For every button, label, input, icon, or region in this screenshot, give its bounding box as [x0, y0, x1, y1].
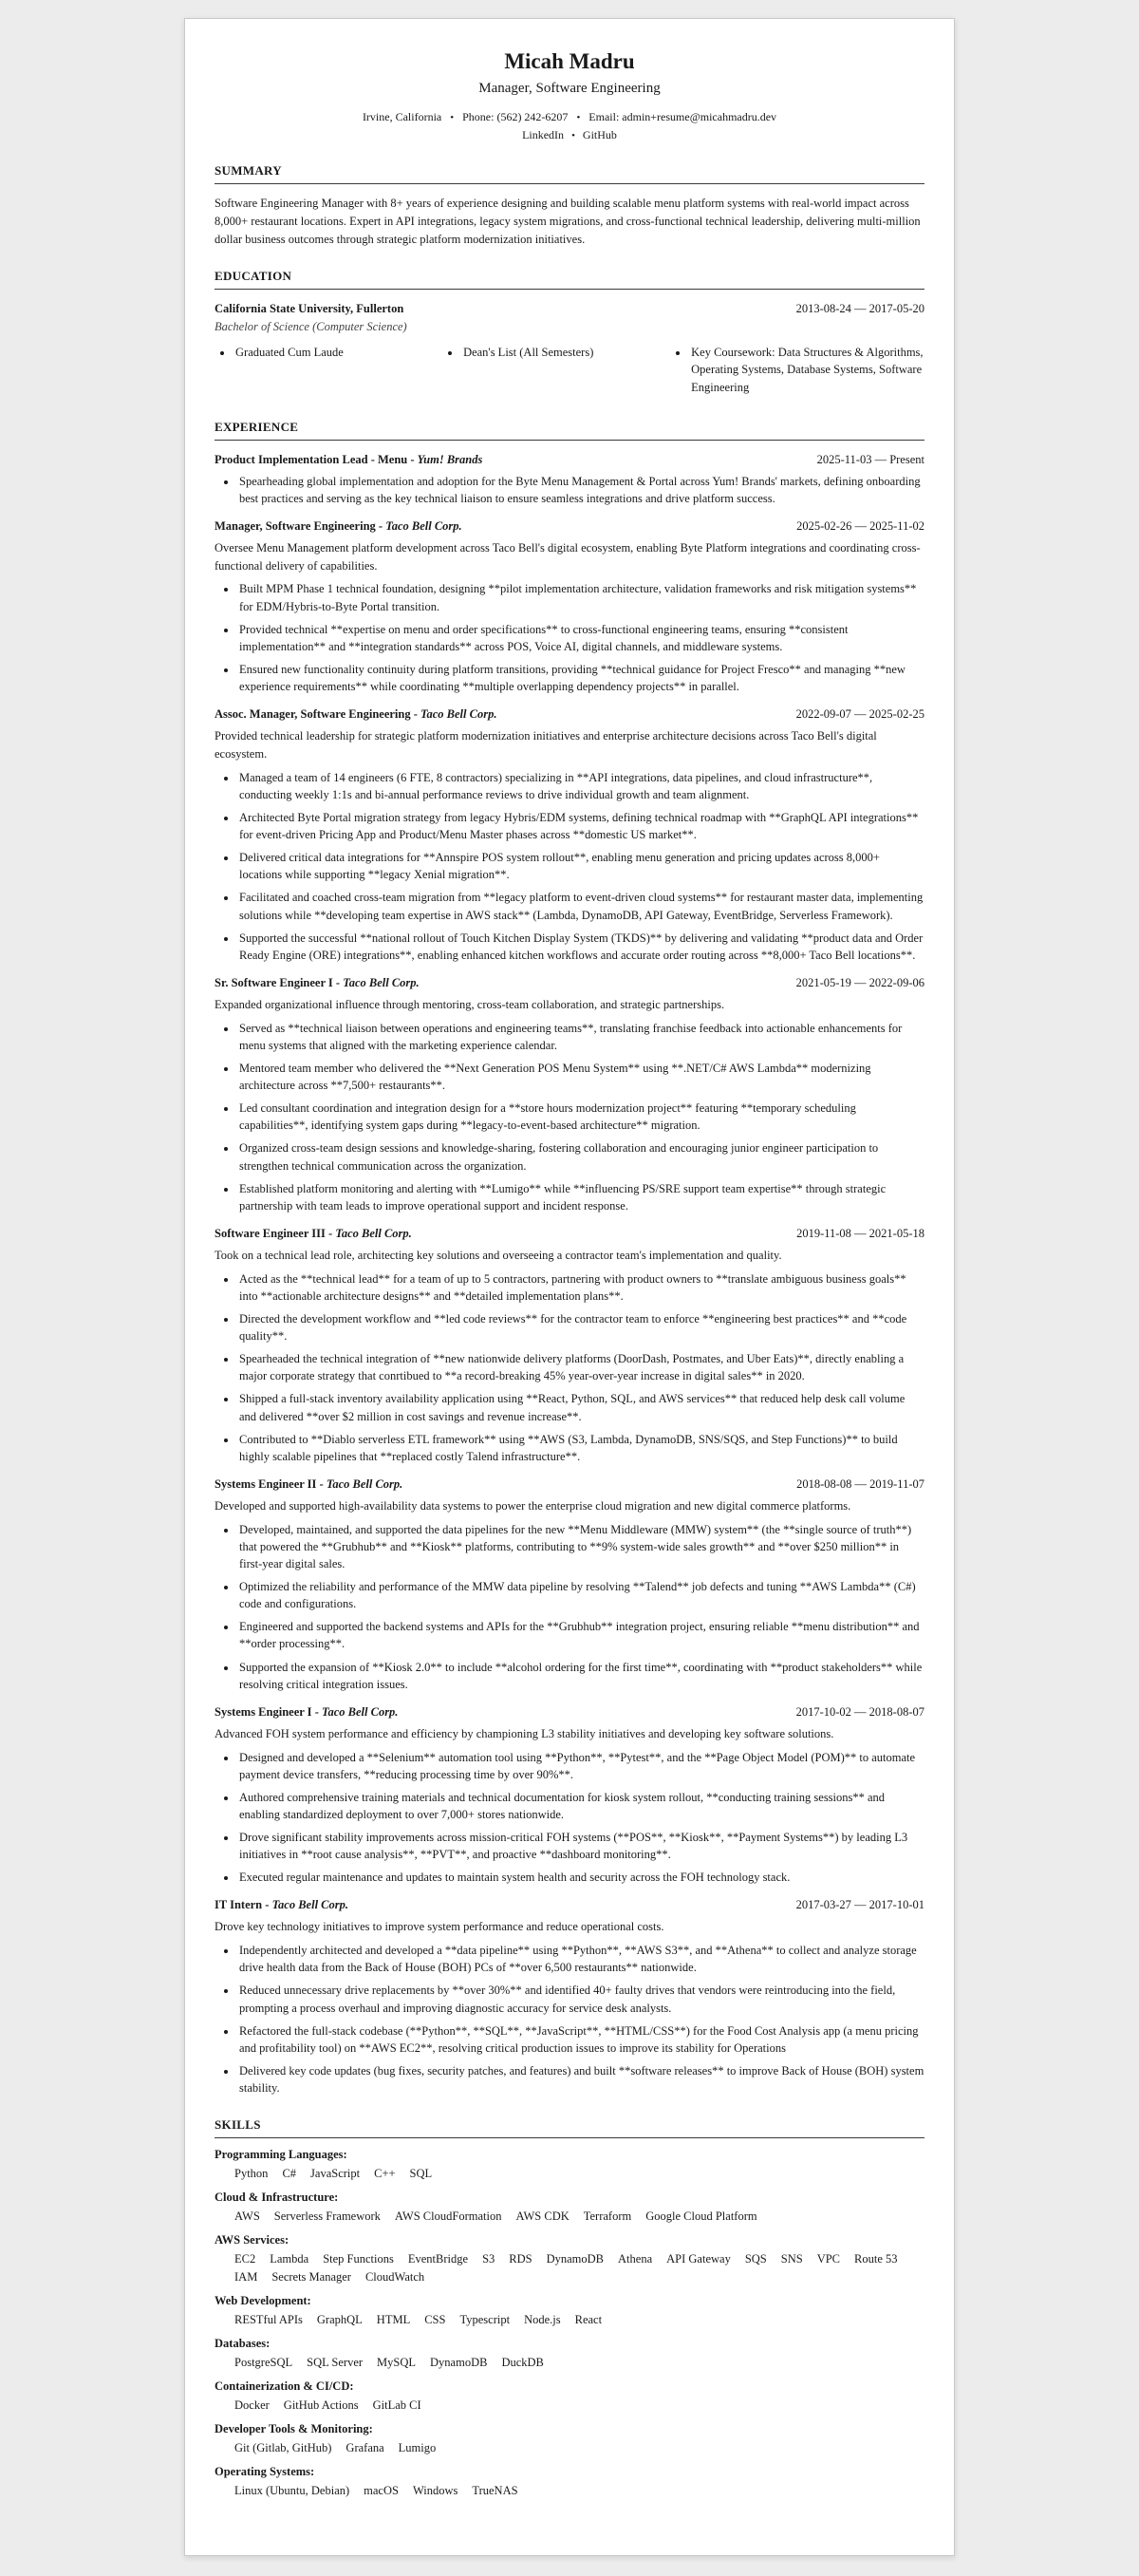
job-entry [215, 453, 924, 507]
job-title: Manager, Software Engineering [215, 518, 376, 533]
skill-item: C++ [374, 2167, 396, 2181]
skill-items [215, 2398, 924, 2413]
job-bullet: • Delivered critical data integrations for **Annspire POS system rollout**, enabling menu generation and pricing updates across 8,000+ locations while supporting **legacy Xenial migration**. [237, 849, 924, 883]
job-dates: 2017-10-02 — 2018-08-07 [795, 1704, 924, 1719]
job-summary: Oversee Menu Management platform development across Taco Bell's digital ecosystem, enabling Byte Platform integrations and coordinating cross-functional delivery of capabilities. [215, 540, 921, 573]
contact-email: Email: admin+resume@micahmadru.dev [588, 110, 777, 123]
skill-item: EC2 [234, 2252, 256, 2266]
job-bullet: • Optimized the reliability and performance of the MMW data pipeline by resolving **Talend** job defects and tuning **AWS Lambda** (C#) code and configurations. [237, 1578, 924, 1612]
title-separator: - [410, 707, 421, 722]
job-bullets [215, 473, 924, 507]
job-company: Taco Bell Corp. [271, 1898, 349, 1912]
job-bullet: • Designed and developed a **Selenium** automation tool using **Python**, **Pytest**, and the **Page Object Model (POM)** to automate payment device transfers, **reducing processing time by over 90%**. [237, 1749, 924, 1783]
skill-item: SQL Server [307, 2356, 364, 2370]
job-company: Taco Bell Corp. [335, 1226, 412, 1240]
education-bullet: • Key Coursework: Data Structures & Algorithms, Operating Systems, Database Systems, Software Engineering [689, 344, 924, 395]
job-bullet: • Reduced unnecessary drive replacements by **over 30%** and identified 40+ faulty drives that vendors were reintroducing into the field, prompting a process overhaul and improving diagnostic accuracy for service desk analysts. [237, 1982, 924, 2016]
job-dates: 2025-02-26 — 2025-11-02 [796, 518, 924, 533]
skill-item: DynamoDB [546, 2252, 605, 2266]
job-bullet: • Engineered and supported the backend systems and APIs for the **Grubhub** integration project, ensuring reliable **menu distribution** and **order processing**. [237, 1618, 924, 1652]
job-bullet: • Managed a team of 14 engineers (6 FTE, 8 contractors) specializing in **API integrations, data pipelines, and cloud infrastructure**, conducting weekly 1:1s and bi-annual performance reviews to drive individual growth and team alignment. [237, 769, 924, 803]
job-bullet: • Architected Byte Portal migration strategy from legacy Hybris/EDM systems, defining technical roadmap with **GraphQL API integrations** for event-driven Pricing App and Product/Menu Master phases across **domestic US market**. [237, 809, 924, 843]
job-title-line [215, 1227, 412, 1241]
job-bullet: • Independently architected and developed a **data pipeline** using **Python**, **AWS S3**, and **Athena** to collect and analyze storage drive health data from the Back of House (BOH) PCs of **over 6,500 restaurants** nationwide. [237, 1942, 924, 1976]
job-bullet: • Refactored the full-stack codebase (**Python**, **SQL**, **JavaScript**, **HTML/CSS**) for the Food Cost Analysis app (a menu pricing and profitability tool) on **AWS EC2**, resolving critical production issues to improve its stability for Operations [237, 2022, 924, 2057]
job-header [215, 1898, 924, 1912]
job-bullet: • Developed, maintained, and supported the data pipelines for the new **Menu Middleware (MMW) system** (the **single source of truth**) that powered the **Grubhub** and **Kiosk** platforms, contributing to **9% system-wide sales growth** and **over $250 million** in first-year digital sales. [237, 1521, 924, 1572]
skill-category-label: Web Development: [215, 2294, 311, 2308]
job-bullets [215, 1749, 924, 1887]
skill-category [215, 2379, 924, 2413]
job-company: Taco Bell Corp. [321, 1704, 399, 1719]
skill-item: MySQL [377, 2356, 417, 2370]
job-title: IT Intern [215, 1898, 263, 1912]
separator-dot: • [450, 112, 455, 123]
job-entry [215, 1477, 924, 1693]
skill-items [215, 2313, 924, 2327]
skill-item: CSS [424, 2313, 446, 2327]
skill-item: IAM [234, 2270, 258, 2285]
education-degree: Bachelor of Science (Computer Science) [215, 320, 407, 334]
skill-category-label: Databases: [215, 2337, 271, 2351]
job-header [215, 1227, 924, 1241]
title-separator: - [407, 452, 418, 466]
section-title-education: EDUCATION [215, 269, 924, 290]
job-bullet: • Provided technical **expertise on menu and order specifications** to cross-functional engineering teams, ensuring **consistent implementation** and **integration standards** across POS, Voice AI, digital channels, and middleware systems. [237, 621, 924, 655]
title-separator: - [325, 1226, 336, 1240]
skill-item: JavaScript [310, 2167, 361, 2181]
job-title-line [215, 707, 496, 722]
skill-item: Athena [618, 2252, 653, 2266]
job-header [215, 707, 924, 722]
skill-category-label: Cloud & Infrastructure: [215, 2191, 339, 2205]
job-bullet: • Served as **technical liaison between operations and engineering teams**, translating franchise feedback into actionable enhancements for menu systems that aligned with the marketing experience calendar. [237, 1020, 924, 1054]
job-header [215, 453, 924, 467]
title-separator: - [311, 1704, 322, 1719]
job-company: Taco Bell Corp. [385, 518, 462, 533]
job-entry [215, 1898, 924, 2097]
skill-item: C# [282, 2167, 297, 2181]
skill-item: S3 [482, 2252, 495, 2266]
skill-item: Secrets Manager [271, 2270, 351, 2285]
job-entry [215, 1227, 924, 1465]
github-link[interactable]: GitHub [582, 128, 617, 141]
education-bullets [215, 344, 924, 398]
skill-item: DuckDB [501, 2356, 544, 2370]
skill-item: Node.js [524, 2313, 561, 2327]
title-separator: - [375, 518, 386, 533]
contact-phone: Phone: (562) 242-6207 [462, 110, 569, 123]
education-dates: 2013-08-24 — 2017-05-20 [795, 302, 924, 316]
job-bullet: • Established platform monitoring and alerting with **Lumigo** while **influencing PS/SRE support team expertise** through strategic partnership with team leads to improve operational support and incident response. [237, 1180, 924, 1214]
skill-category-label: Programming Languages: [215, 2148, 347, 2162]
linkedin-link[interactable]: LinkedIn [522, 128, 565, 141]
skill-item: RDS [509, 2252, 532, 2266]
job-title-line [215, 976, 420, 990]
job-title: Software Engineer III [215, 1226, 326, 1240]
links-line [215, 128, 924, 142]
job-summary: Drove key technology initiatives to improve system performance and reduce operational costs. [215, 1920, 664, 1934]
job-dates: 2018-08-08 — 2019-11-07 [796, 1476, 924, 1491]
job-title: Product Implementation Lead - Menu [215, 452, 408, 466]
job-entry [215, 707, 924, 964]
summary-text: Software Engineering Manager with 8+ years of experience designing and building scalable menu platform systems with real-world impact across 8,000+ restaurant locations. Expert in API integrations, legacy system migrations, and cross-functional technical leadership, delivering multi-million dollar business outcomes through strategic platform modernization initiatives. [215, 197, 921, 246]
job-title-line [215, 1477, 402, 1492]
title-separator: - [316, 1476, 327, 1491]
job-bullet: • Executed regular maintenance and updates to maintain system health and security across the FOH technology stack. [237, 1869, 924, 1886]
skill-item: React [574, 2313, 603, 2327]
skill-item: SQL [409, 2167, 433, 2181]
skill-items [215, 2209, 924, 2224]
skill-item: Linux (Ubuntu, Debian) [234, 2484, 350, 2498]
job-summary: Advanced FOH system performance and efficiency by championing L3 stability initiatives and developing key software solutions. [215, 1726, 834, 1740]
job-dates: 2021-05-19 — 2022-09-06 [795, 975, 924, 989]
skill-item: Python [234, 2167, 269, 2181]
skill-category [215, 2191, 924, 2224]
job-entry [215, 519, 924, 695]
job-bullet: • Delivered key code updates (bug fixes, security patches, and features) and built **software releases** to improve Back of House (BOH) system stability. [237, 2062, 924, 2097]
job-bullet: • Drove significant stability improvements across mission-critical FOH systems (**POS**, **Kiosk**, **Payment Systems**) by leading L3 initiatives in **root cause analysis**, **PVT**, and proactive **dashboard monitoring**. [237, 1829, 924, 1863]
job-bullet: • Mentored team member who delivered the **Next Generation POS Menu System** using **.NET/C# AWS Lambda** modernizing architecture across **7,500+ restaurants**. [237, 1060, 924, 1094]
job-header [215, 1705, 924, 1720]
job-bullet: • Organized cross-team design sessions and knowledge-sharing, fostering collaboration and encouraging junior engineer participation to strengthen technical communication across the organization. [237, 1139, 924, 1174]
skill-items [215, 2252, 924, 2285]
skill-category-label: Operating Systems: [215, 2465, 315, 2479]
skill-item: PostgreSQL [234, 2356, 293, 2370]
skill-item: Serverless Framework [273, 2209, 381, 2224]
job-bullet: • Facilitated and coached cross-team migration from **legacy platform to event-driven cloud systems** for restaurant master data, implementing solutions while **developing team expertise in AWS stack** (Lambda, DynamoDB, API Gateway, EventBridge, Serverless Framework). [237, 889, 924, 923]
section-title-experience: EXPERIENCE [215, 420, 924, 441]
job-bullet: • Built MPM Phase 1 technical foundation, designing **pilot implementation architecture, validation frameworks and risk mitigation systems** for EDM/Hybris-to-Byte Portal transition. [237, 580, 924, 614]
job-title-line [215, 1705, 398, 1720]
education-bullet: • Graduated Cum Laude [233, 344, 433, 395]
skill-item: AWS CDK [515, 2209, 570, 2224]
job-bullet: • Authored comprehensive training materials and technical documentation for kiosk system rollout, **conducting training sessions** and enabling standardized deployment to over 7,000+ stores nationwide. [237, 1789, 924, 1823]
job-dates: 2025-11-03 — Present [816, 452, 924, 466]
contact-line [215, 110, 924, 124]
skill-category [215, 2233, 924, 2285]
job-title-line [215, 519, 462, 534]
job-entry [215, 1705, 924, 1887]
job-bullets [215, 1521, 924, 1693]
job-company: Yum! Brands [417, 452, 483, 466]
skill-item: HTML [376, 2313, 411, 2327]
job-company: Taco Bell Corp. [343, 975, 420, 989]
job-bullet: • Directed the development workflow and **led code reviews** for the contractor team to enforce **engineering best practices** and **code quality**. [237, 1310, 924, 1344]
candidate-title: Manager, Software Engineering [478, 81, 661, 96]
skill-category-label: Developer Tools & Monitoring: [215, 2422, 373, 2436]
skill-item: CloudWatch [364, 2270, 425, 2285]
skill-item: Grafana [345, 2441, 384, 2455]
skill-item: API Gateway [666, 2252, 731, 2266]
job-bullet: • Led consultant coordination and integration design for a **store hours modernization project** featuring **temporary scheduling capabilities**, identifying system gaps during **legacy-to-event-based architecture** migration. [237, 1100, 924, 1134]
skill-item: GitHub Actions [283, 2398, 359, 2413]
skill-item: VPC [816, 2252, 841, 2266]
skill-category-label: AWS Services: [215, 2233, 289, 2247]
job-summary: Provided technical leadership for strategic platform modernization initiatives and enterprise architecture decisions across Taco Bell's digital ecosystem. [215, 729, 877, 761]
job-header [215, 1477, 924, 1492]
skill-item: AWS [234, 2209, 260, 2224]
section-title-skills: SKILLS [215, 2117, 924, 2138]
skill-category [215, 2422, 924, 2455]
job-bullet: • Shipped a full-stack inventory availability application using **React, Python, SQL, and AWS services** that reduced help desk call volume and delivered **over $2 million in cost savings and revenue increase**. [237, 1390, 924, 1424]
skill-category [215, 2465, 924, 2498]
job-summary: Expanded organizational influence through mentoring, cross-team collaboration, and strategic partnerships. [215, 997, 725, 1011]
skill-items [215, 2441, 924, 2455]
job-company: Taco Bell Corp. [326, 1476, 403, 1491]
education-bullet: • Dean's List (All Semesters) [461, 344, 661, 395]
separator-dot: • [576, 112, 581, 123]
job-title: Assoc. Manager, Software Engineering [215, 707, 411, 722]
job-header [215, 519, 924, 534]
skill-category-label: Containerization & CI/CD: [215, 2379, 354, 2394]
job-dates: 2019-11-08 — 2021-05-18 [796, 1226, 924, 1240]
job-title-line [215, 1898, 348, 1912]
candidate-name: Micah Madru [504, 49, 635, 73]
resume-page [184, 18, 955, 2556]
skill-items [215, 2167, 924, 2181]
education-header [215, 302, 924, 316]
job-dates: 2022-09-07 — 2025-02-25 [795, 707, 924, 722]
skill-category [215, 2337, 924, 2370]
title-separator: - [262, 1898, 272, 1912]
job-bullet: • Contributed to **Diablo serverless ETL framework** using **AWS (S3, Lambda, DynamoDB, SNS/SQS, and Step Functions)** to build highly scalable pipelines that **replaced costly Talend infrastructure**. [237, 1431, 924, 1465]
skill-item: Git (Gitlab, GitHub) [234, 2441, 332, 2455]
skill-category [215, 2294, 924, 2327]
skill-item: TrueNAS [472, 2484, 518, 2498]
skill-item: Docker [234, 2398, 270, 2413]
skill-items [215, 2484, 924, 2498]
job-bullets [215, 1020, 924, 1214]
job-bullet: • Acted as the **technical lead** for a team of up to 5 contractors, partnering with product owners to **translate ambiguous business goals** into **actionable architecture designs** and **detailed implementation plans**. [237, 1270, 924, 1305]
skill-item: Google Cloud Platform [645, 2209, 757, 2224]
skill-category [215, 2148, 924, 2181]
skill-item: Step Functions [323, 2252, 394, 2266]
job-bullet: • Spearheaded the technical integration of **new nationwide delivery platforms (DoorDash, Postmates, and Uber Eats)**, directly enabling a major corporate strategy that conrtibued to **a record-breaking 45% year-over-year increase in digital sales** in 2020. [237, 1350, 924, 1384]
job-bullets [215, 1270, 924, 1465]
skill-item: Lumigo [398, 2441, 437, 2455]
job-bullet: • Supported the expansion of **Kiosk 2.0** to include **alcohol ordering for the first time**, coordinating with **product stakeholders** while resolving critical integration issues. [237, 1659, 924, 1693]
job-entry [215, 976, 924, 1214]
skill-item: GraphQL [316, 2313, 363, 2327]
skill-item: macOS [364, 2484, 399, 2498]
job-title-line [215, 453, 482, 467]
skill-item: Route 53 [854, 2252, 898, 2266]
title-separator: - [332, 975, 344, 989]
skill-item: Lambda [270, 2252, 309, 2266]
skill-item: GitLab CI [372, 2398, 421, 2413]
section-title-summary: SUMMARY [215, 163, 924, 184]
job-dates: 2017-03-27 — 2017-10-01 [795, 1898, 924, 1912]
skill-item: AWS CloudFormation [394, 2209, 502, 2224]
skill-item: SQS [744, 2252, 767, 2266]
job-bullets [215, 580, 924, 695]
skill-item: EventBridge [407, 2252, 469, 2266]
job-bullet: • Ensured new functionality continuity during platform transitions, providing **technical guidance for Project Fresco** and managing **new experience requirements** while coordinating **multiple overlapping dependency projects** in parallel. [237, 661, 924, 695]
job-summary: Took on a technical lead role, architecting key solutions and overseeing a contractor team's implementation and quality. [215, 1248, 782, 1262]
skill-items [215, 2356, 924, 2370]
education-institution: California State University, Fullerton [215, 302, 404, 316]
skill-item: RESTful APIs [234, 2313, 303, 2327]
skill-item: Terraform [583, 2209, 632, 2224]
job-bullets [215, 1942, 924, 2097]
job-header [215, 976, 924, 990]
job-bullets [215, 769, 924, 964]
skill-item: Windows [412, 2484, 458, 2498]
skill-item: Typescript [459, 2313, 511, 2327]
contact-location: Irvine, California [362, 110, 442, 123]
separator-dot: • [571, 130, 575, 141]
job-bullet: • Supported the successful **national rollout of Touch Kitchen Display System (TKDS)** by delivering and validating **product data and Order Ready Engine (ORE) integrations**, enabling enhanced kitchen workflows and accurate order routing across **8,000+ Taco Bell locations**. [237, 930, 924, 964]
job-summary: Developed and supported high-availability data systems to power the enterprise cloud migration and new digital commerce platforms. [215, 1498, 851, 1513]
job-title: Sr. Software Engineer I [215, 975, 333, 989]
job-bullet: • Spearheading global implementation and adoption for the Byte Menu Management & Portal across Yum! Brands' markets, defining onboarding best practices and serving as the key technical liaison to ensure seamless integrations and drive platform success. [237, 473, 924, 507]
skill-item: SNS [780, 2252, 803, 2266]
job-company: Taco Bell Corp. [420, 707, 497, 722]
job-title: Systems Engineer I [215, 1704, 312, 1719]
skill-item: DynamoDB [430, 2356, 488, 2370]
job-title: Systems Engineer II [215, 1476, 317, 1491]
